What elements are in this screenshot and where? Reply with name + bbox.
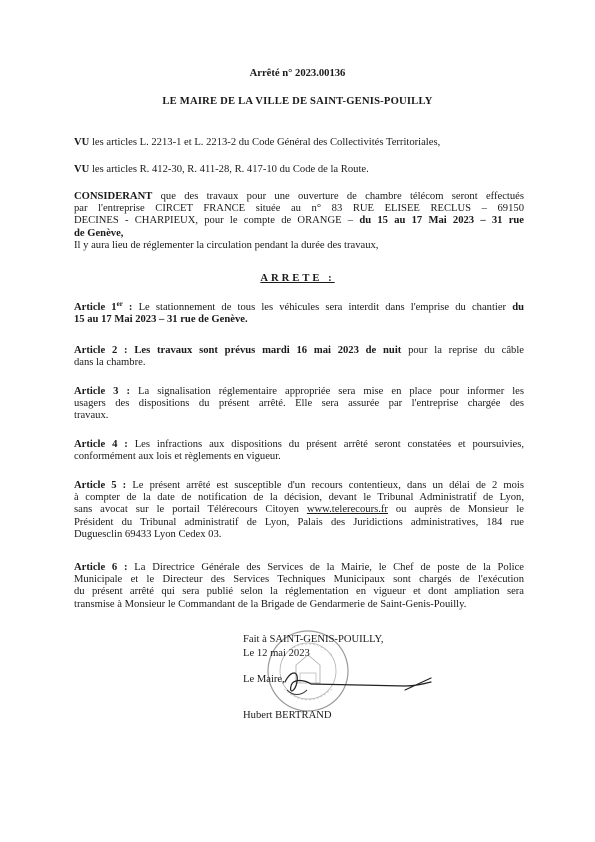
authority-title: LE MAIRE DE LA VILLE DE SAINT-GENIS-POUILLY xyxy=(162,96,433,107)
article-5-line-5: Duguesclin 69433 Lyon Cedex 03. xyxy=(74,528,222,540)
handwritten-signature xyxy=(255,660,445,710)
article-text: Le présent arrêté est susceptible d'un recours contentieux, dans un délai de 2 mois xyxy=(126,480,524,491)
article-5-line-4: Président du Tribunal administratif de Lyon, Palais des Juridictions administratives, 184 rue xyxy=(74,516,524,528)
article-4 xyxy=(74,439,524,463)
article-4-line-2: conformément aux lois et règlements en vigueur. xyxy=(74,451,281,463)
decision-heading xyxy=(0,273,595,285)
article-2 xyxy=(74,345,524,369)
article-text: Les infractions aux dispositions du présent arrêté seront constatées et poursuivies, xyxy=(127,439,524,450)
article-3-line-2: usagers des dispositions du présent arrêté. Elle sera assurée par l'entreprise chargée des xyxy=(74,398,524,410)
article-1-line-2: 15 au 17 Mai 2023 – 31 rue de Genève. xyxy=(74,314,248,326)
arrete-heading: ARRETE : xyxy=(260,273,335,284)
visa-1 xyxy=(74,137,524,149)
article-colon: : xyxy=(122,302,133,313)
visa-text: les articles L. 2213-1 et L. 2213-2 du Code Général des Collectivités Territoriales, xyxy=(89,137,441,148)
article-ordinal: er xyxy=(116,300,123,308)
article-6-line-3: du présent arrêté qui sera publié selon la réglementation en vigueur et dont ampliation sera xyxy=(74,586,524,598)
considerant-paragraph xyxy=(74,191,524,252)
article-5-line-2: à compter de la date de notification de la décision, devant le Tribunal Administratif de Lyon, xyxy=(74,492,524,504)
article-2-line-2: dans la chambre. xyxy=(74,357,146,369)
article-label: Article 5 : xyxy=(74,480,127,491)
article-6-line-4: transmise à Monsieur le Commandant de la Brigade de Gendarmerie de Saint-Genis-Pouilly. xyxy=(74,598,467,610)
article-bold-text: du xyxy=(512,302,524,313)
considerant-line-4: de Genève, xyxy=(74,227,124,239)
article-text: Le stationnement de tous les véhicules sera interdit dans l'emprise du chantier xyxy=(132,302,513,313)
signature-place: Fait à SAINT-GENIS-POUILLY, xyxy=(243,634,384,645)
article-label: Article 2 : xyxy=(74,345,128,356)
article-label: Article 1 xyxy=(74,302,117,313)
signature-role: Le Maire, xyxy=(243,674,285,685)
visa-text: les articles R. 412-30, R. 411-28, R. 417-10 du Code de la Route. xyxy=(89,164,369,175)
telerecours-link[interactable]: www.telerecours.fr xyxy=(306,504,388,516)
considerant-line-2: par l'entreprise CIRCET FRANCE située au n° 83 RUE ELISEE RECLUS – 69150 xyxy=(74,203,524,215)
signature-date: Le 12 mai 2023 xyxy=(243,648,310,659)
article-text: La Directrice Générale des Services de la Mairie, le Chef de poste de la Police xyxy=(127,562,525,573)
article-3-line-3: travaux. xyxy=(74,410,109,422)
article-text: La signalisation réglementaire appropriée sera mise en place pour informer les xyxy=(130,386,524,397)
article-text: pour la reprise du câble xyxy=(401,345,524,356)
article-6 xyxy=(74,562,524,611)
signatory-name: Hubert BERTRAND xyxy=(243,710,332,721)
considerant-dates: du 15 au 17 Mai 2023 – 31 rue xyxy=(359,215,525,227)
considerant-line-1: que des travaux pour une ouverture de chambre télécom seront effectués xyxy=(152,191,524,202)
decree-reference: Arrêté n° 2023.00136 xyxy=(249,68,346,79)
visa-keyword: VU xyxy=(74,137,90,148)
considerant-keyword: CONSIDERANT xyxy=(74,191,153,202)
article-label: Article 3 : xyxy=(74,386,131,397)
article-5-line-3: sans avocat sur le portail Télérecours Citoyen xyxy=(74,504,307,516)
visa-keyword: VU xyxy=(74,164,90,175)
visa-2 xyxy=(74,164,524,176)
article-1 xyxy=(74,302,524,326)
article-label: Article 6 : xyxy=(74,562,128,573)
article-bold-text: Les travaux sont prévus mardi 16 mai 2023 de nuit xyxy=(127,345,402,356)
article-label: Article 4 : xyxy=(74,439,128,450)
considerant-line-5: Il y aura lieu de réglementer la circulation pendant la durée des travaux, xyxy=(74,239,379,251)
article-6-line-2: Municipale et le Directeur des Services Techniques Municipaux sont chargés de l'exécution xyxy=(74,574,524,586)
article-3 xyxy=(74,386,524,423)
article-5-line-3-end: ou auprès de Monsieur le xyxy=(387,504,524,516)
considerant-line-3: DECINES - CHARPIEUX, pour le compte de ORANGE – xyxy=(74,215,360,227)
article-5 xyxy=(74,480,524,541)
